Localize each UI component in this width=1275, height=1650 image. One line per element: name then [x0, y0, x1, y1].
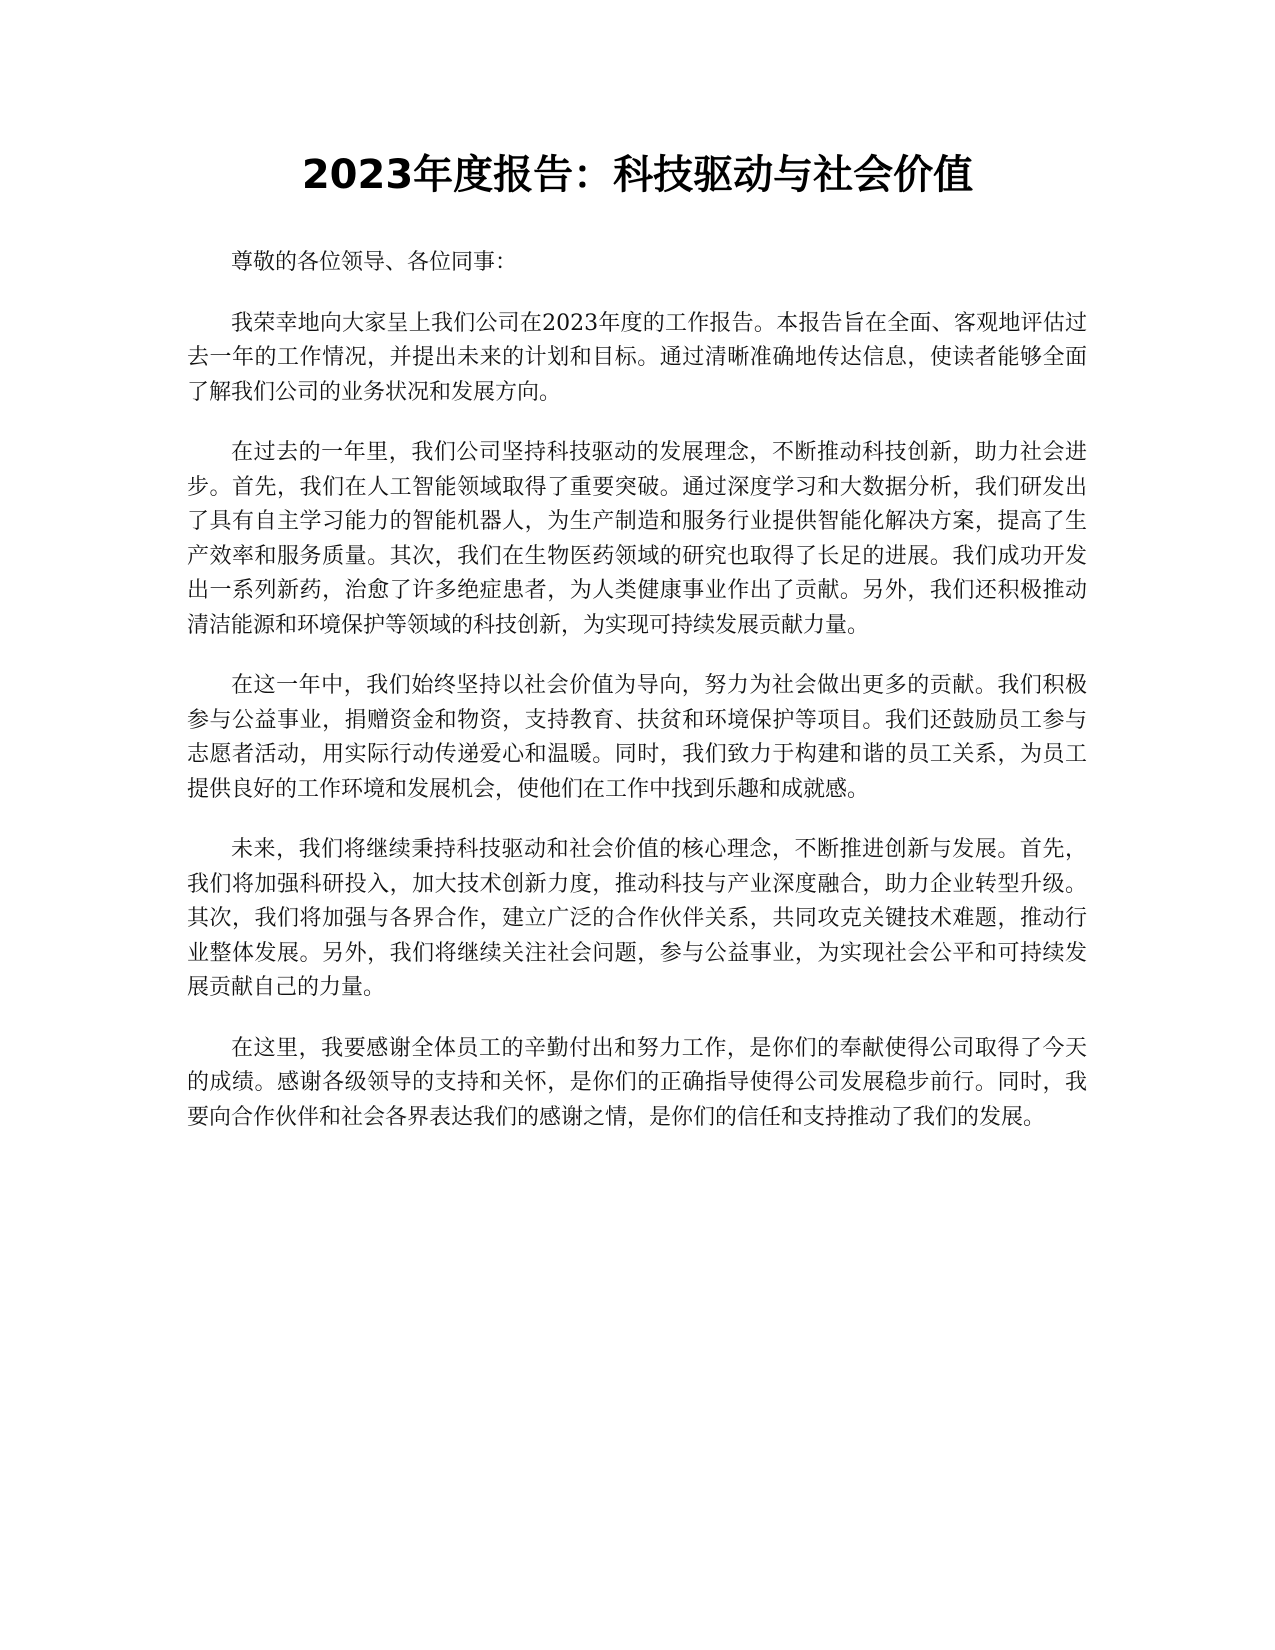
paragraph-technology: 在过去的一年里，我们公司坚持科技驱动的发展理念，不断推动科技创新，助力社会进步。首先，我们在人工智能领域取得了重要突破。通过深度学习和大数据分析，我们研发出了具有自主学习能力的智能机器人，为生产制造和服务行业提供智能化解决方案，提高了生产效率和服务质量。其次，我们在生物医药领域的研究也取得了长足的进展。我们成功开发出一系列新药，治愈了许多绝症患者，为人类健康事业作出了贡献。另外，我们还积极推动清洁能源和环境保护等领域的科技创新，为实现可持续发展贡献力量。 [187, 440, 1087, 638]
paragraph-social-value: 在这一年中，我们始终坚持以社会价值为导向，努力为社会做出更多的贡献。我们积极参与公益事业，捐赠资金和物资，支持教育、扶贫和环境保护等项目。我们还鼓励员工参与志愿者活动，用实际行动传递爱心和温暖。同时，我们致力于构建和谐的员工关系，为员工提供良好的工作环境和发展机会，使他们在工作中找到乐趣和成就感。 [187, 673, 1087, 802]
paragraph-acknowledgements: 在这里，我要感谢全体员工的辛勤付出和努力工作，是你们的奉献使得公司取得了今天的成绩。感谢各级领导的支持和关怀，是你们的正确指导使得公司发展稳步前行。同时，我要向合作伙伴和社会各界表达我们的感谢之情，是你们的信任和支持推动了我们的发展。 [187, 1035, 1087, 1130]
greeting: 尊敬的各位领导、各位同事： [231, 250, 518, 275]
paragraph-future-plans: 未来，我们将继续秉持科技驱动和社会价值的核心理念，不断推进创新与发展。首先，我们将加强科研投入，加大技术创新力度，推动科技与产业深度融合，助力企业转型升级。其次，我们将加强与各界合作，建立广泛的合作伙伴关系，共同攻克关键技术难题，推动行业整体发展。另外，我们将继续关注社会问题，参与公益事业，为实现社会公平和可持续发展贡献自己的力量。 [187, 837, 1087, 1000]
document-title: 2023年度报告：科技驱动与社会价值 [301, 152, 974, 198]
document-body [187, 246, 1087, 1161]
paragraph-intro: 我荣幸地向大家呈上我们公司在2023年度的工作报告。本报告旨在全面、客观地评估过去一年的工作情况，并提出未来的计划和目标。通过清晰准确地传达信息，使读者能够全面了解我们公司的业务状况和发展方向。 [187, 310, 1087, 405]
